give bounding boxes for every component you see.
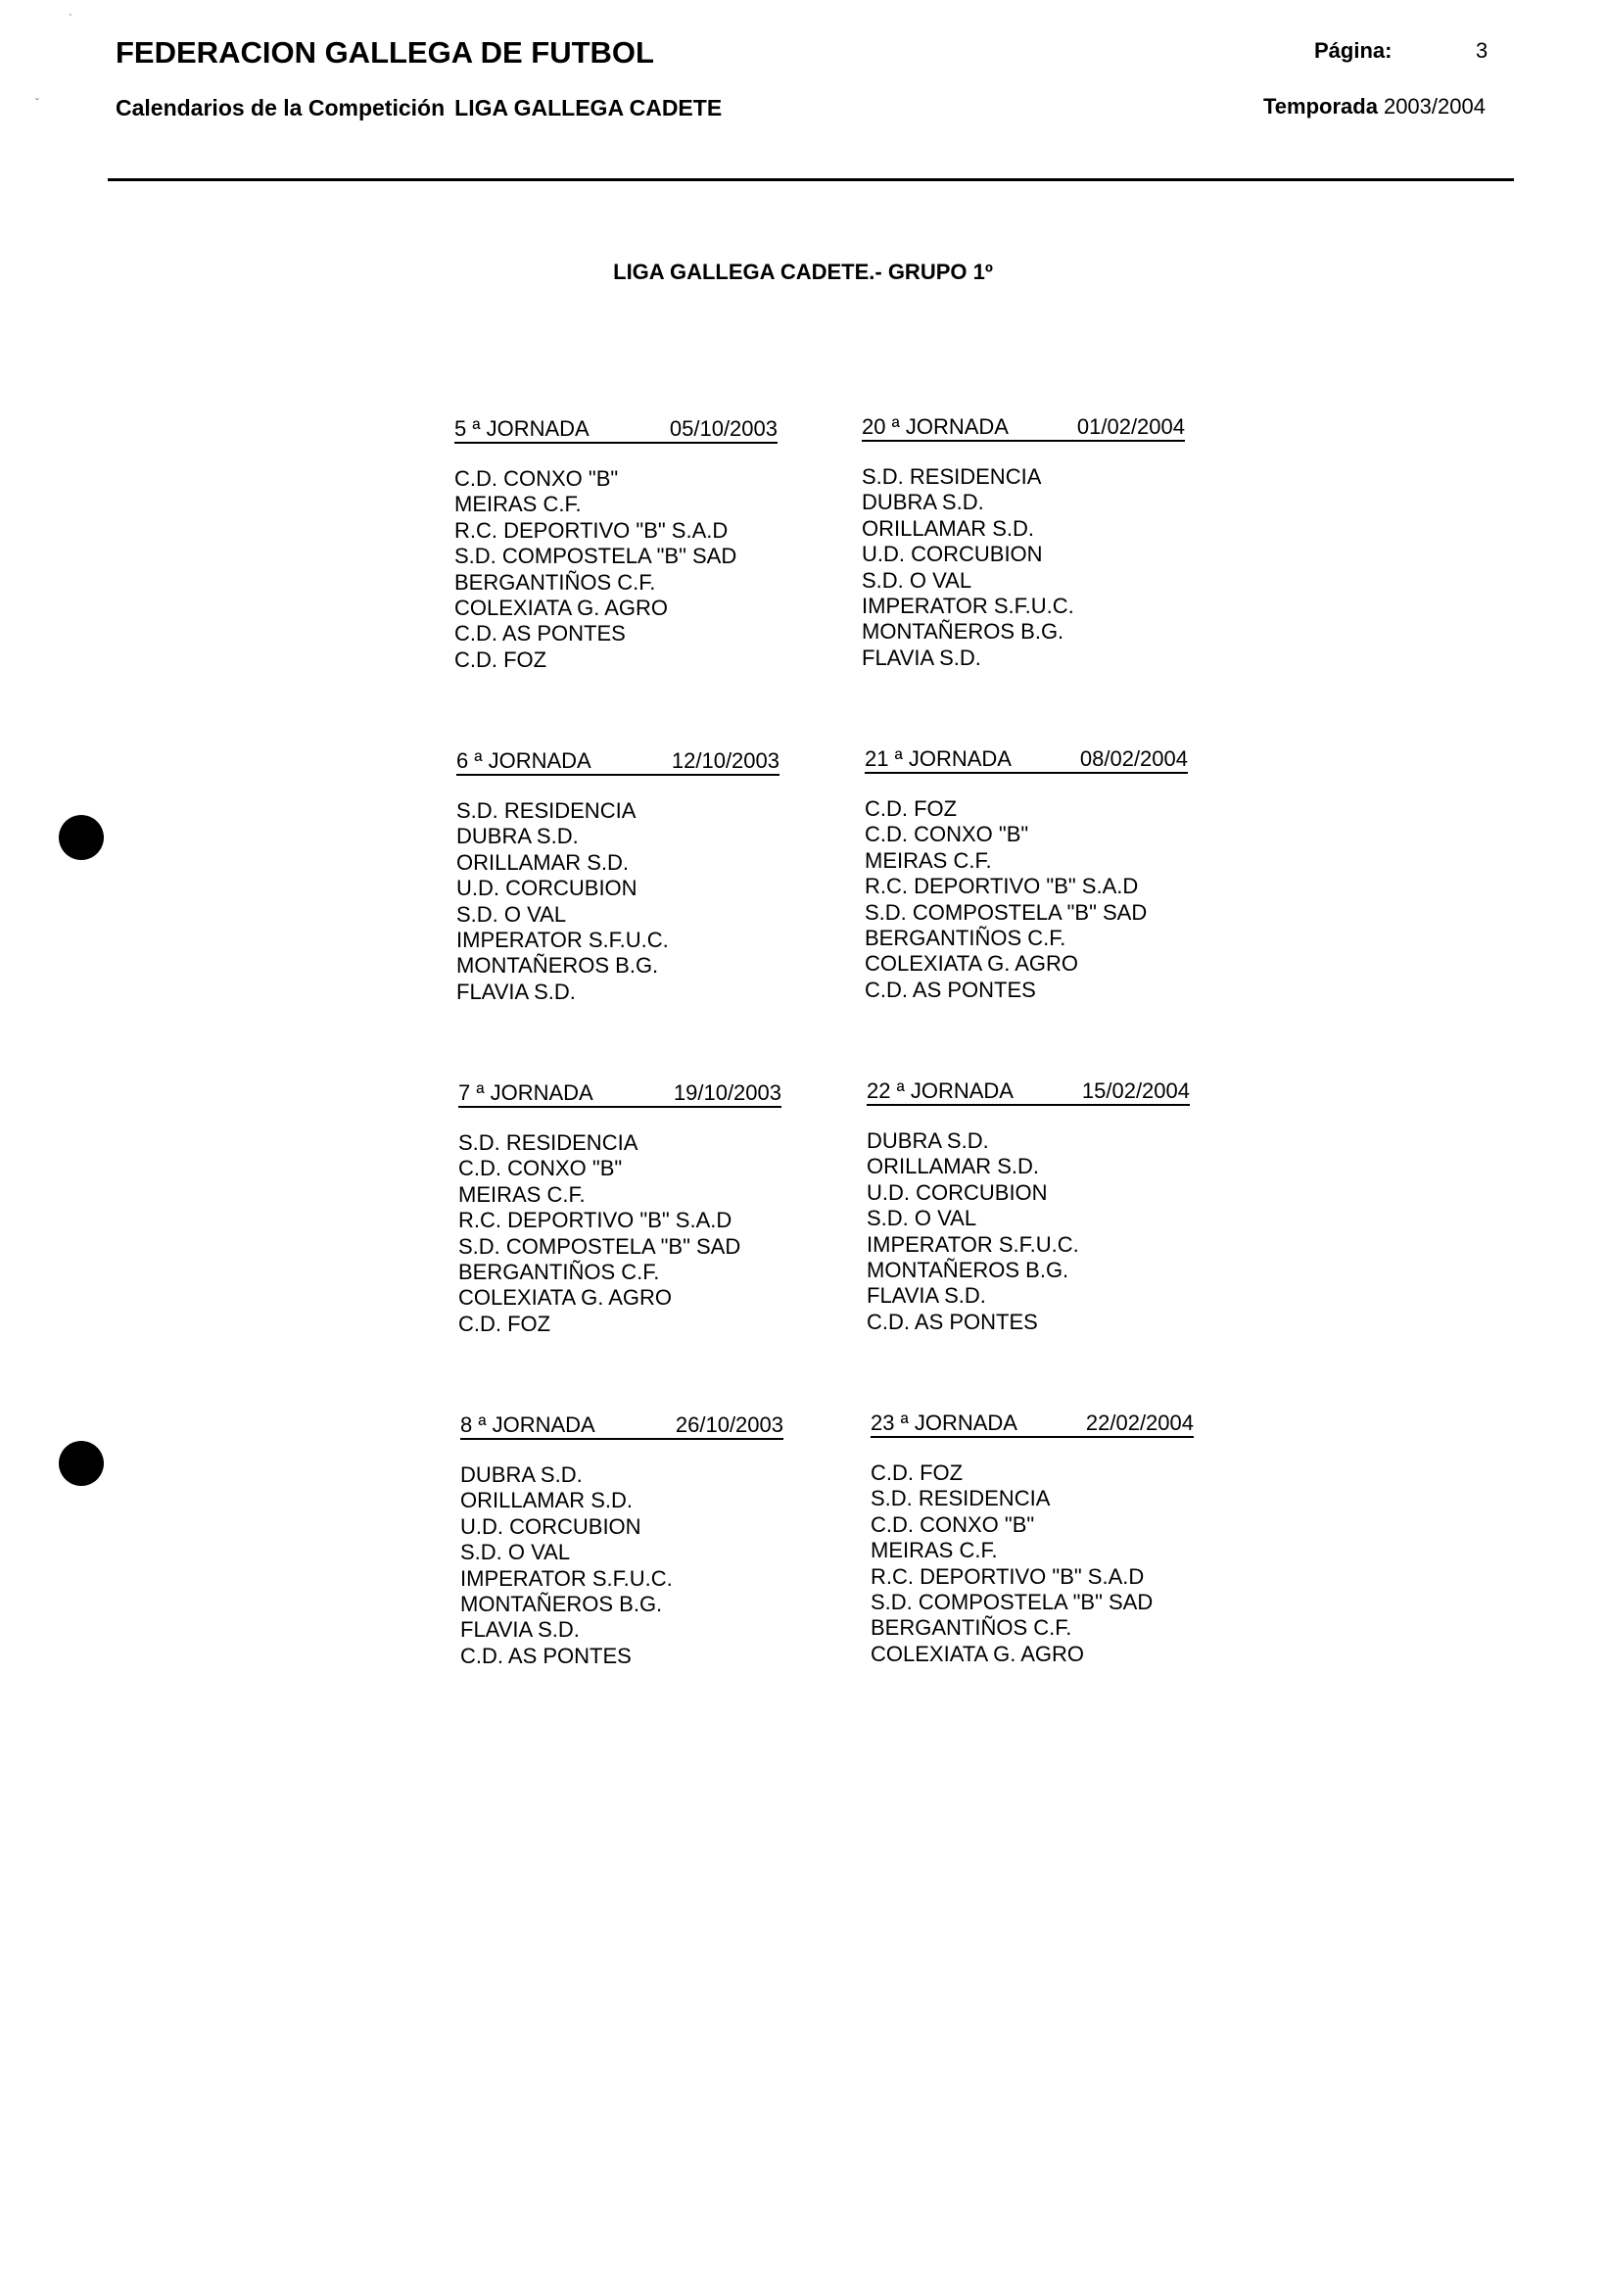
- scan-speck: ˇ: [35, 96, 39, 110]
- team-name: U.D. CORCUBION: [456, 876, 638, 901]
- jornada-block: [865, 747, 1188, 1003]
- season-label: Temporada: [1263, 94, 1378, 119]
- team-name: S.D. RESIDENCIA: [862, 464, 1042, 489]
- team-list: [871, 1460, 1194, 1667]
- team-name: C.D. CONXO "B": [865, 822, 1029, 847]
- jornada-label: 23 ª JORNADA: [871, 1411, 1017, 1435]
- team-name: S.D. O VAL: [862, 567, 972, 593]
- team-name: BERGANTIÑOS C.F.: [865, 926, 1066, 951]
- page-number: 3: [1476, 38, 1488, 63]
- subtitle-competition: LIGA GALLEGA CADETE: [454, 95, 723, 120]
- team-name: C.D. AS PONTES: [460, 1643, 632, 1668]
- team-list: [460, 1462, 783, 1669]
- team-name: S.D. COMPOSTELA "B" SAD: [865, 899, 1148, 925]
- subtitle-prefix: Calendarios de la Competición: [116, 95, 446, 120]
- jornada-label: 5 ª JORNADA: [454, 416, 590, 441]
- jornada-label: 22 ª JORNADA: [867, 1078, 1014, 1103]
- page-label: Página:: [1314, 38, 1393, 63]
- jornada-label: 21 ª JORNADA: [865, 746, 1012, 771]
- jornada-date: 15/02/2004: [1081, 1078, 1190, 1103]
- team-name: DUBRA S.D.: [460, 1462, 583, 1487]
- season-value: 2003/2004: [1383, 94, 1486, 119]
- jornada-block: [871, 1411, 1194, 1667]
- team-name: C.D. FOZ: [871, 1460, 964, 1485]
- jornada-heading: [454, 417, 778, 444]
- jornada-date: 01/02/2004: [1076, 414, 1185, 439]
- jornada-heading: [871, 1411, 1194, 1438]
- team-name: ORILLAMAR S.D.: [456, 849, 630, 875]
- team-name: R.C. DEPORTIVO "B" S.A.D: [454, 517, 729, 543]
- team-name: COLEXIATA G. AGRO: [458, 1285, 673, 1311]
- jornada-heading: [862, 415, 1185, 442]
- team-name: U.D. CORCUBION: [867, 1179, 1048, 1205]
- scan-speck: `: [69, 12, 72, 25]
- team-name: S.D. O VAL: [867, 1206, 977, 1231]
- jornada-date: 22/02/2004: [1085, 1411, 1194, 1435]
- team-name: DUBRA S.D.: [867, 1128, 989, 1153]
- team-name: C.D. FOZ: [454, 646, 547, 672]
- jornada-block: [456, 749, 779, 1005]
- team-name: S.D. RESIDENCIA: [458, 1130, 638, 1155]
- team-name: BERGANTIÑOS C.F.: [871, 1615, 1072, 1641]
- team-name: COLEXIATA G. AGRO: [454, 596, 669, 621]
- team-name: S.D. O VAL: [460, 1540, 571, 1565]
- jornada-date: 26/10/2003: [675, 1412, 783, 1437]
- team-list: [867, 1128, 1190, 1335]
- jornada-date: 19/10/2003: [673, 1080, 781, 1105]
- team-list: [862, 464, 1185, 671]
- team-name: COLEXIATA G. AGRO: [865, 951, 1079, 977]
- team-name: IMPERATOR S.F.U.C.: [460, 1565, 673, 1591]
- team-name: R.C. DEPORTIVO "B" S.A.D: [458, 1208, 732, 1233]
- jornada-label: 7 ª JORNADA: [458, 1080, 593, 1105]
- jornada-heading: [458, 1081, 781, 1108]
- jornada-block: [454, 417, 778, 673]
- team-name: DUBRA S.D.: [456, 824, 579, 849]
- team-name: MONTAÑEROS B.G.: [456, 953, 659, 979]
- team-name: U.D. CORCUBION: [460, 1513, 641, 1539]
- jornada-date: 05/10/2003: [669, 416, 778, 441]
- team-name: C.D. AS PONTES: [865, 977, 1036, 1002]
- team-name: ORILLAMAR S.D.: [862, 515, 1035, 541]
- team-name: DUBRA S.D.: [862, 490, 984, 515]
- jornada-label: 6 ª JORNADA: [456, 748, 591, 773]
- team-list: [458, 1130, 781, 1337]
- team-name: S.D. COMPOSTELA "B" SAD: [454, 544, 737, 569]
- season: [1263, 94, 1486, 120]
- team-name: MONTAÑEROS B.G.: [867, 1258, 1069, 1283]
- team-name: ORILLAMAR S.D.: [460, 1488, 634, 1513]
- jornada-date: 08/02/2004: [1079, 746, 1188, 771]
- team-name: MONTAÑEROS B.G.: [862, 619, 1064, 645]
- team-name: IMPERATOR S.F.U.C.: [867, 1231, 1079, 1257]
- jornada-date: 12/10/2003: [671, 748, 779, 773]
- team-name: MEIRAS C.F.: [871, 1538, 998, 1563]
- header-rule: [108, 178, 1514, 181]
- team-name: BERGANTIÑOS C.F.: [454, 569, 656, 595]
- jornada-heading: [867, 1079, 1190, 1106]
- jornada-label: 8 ª JORNADA: [460, 1412, 595, 1437]
- team-name: S.D. O VAL: [456, 901, 567, 927]
- team-name: S.D. RESIDENCIA: [456, 798, 637, 823]
- team-name: ORILLAMAR S.D.: [867, 1154, 1040, 1179]
- team-list: [456, 798, 779, 1005]
- team-name: FLAVIA S.D.: [862, 645, 981, 670]
- team-name: FLAVIA S.D.: [867, 1283, 986, 1309]
- team-name: IMPERATOR S.F.U.C.: [456, 928, 669, 953]
- team-list: [454, 466, 778, 673]
- team-name: U.D. CORCUBION: [862, 542, 1043, 567]
- team-name: FLAVIA S.D.: [460, 1617, 580, 1643]
- jornada-block: [862, 415, 1185, 671]
- team-name: R.C. DEPORTIVO "B" S.A.D: [871, 1563, 1145, 1589]
- team-name: MEIRAS C.F.: [865, 847, 992, 873]
- jornada-block: [460, 1413, 783, 1669]
- team-name: BERGANTIÑOS C.F.: [458, 1260, 660, 1285]
- team-name: C.D. FOZ: [865, 796, 958, 821]
- group-title: LIGA GALLEGA CADETE.- GRUPO 1º: [613, 260, 993, 284]
- team-name: MEIRAS C.F.: [454, 492, 582, 517]
- jornada-block: [458, 1081, 781, 1337]
- team-name: R.C. DEPORTIVO "B" S.A.D: [865, 874, 1139, 899]
- team-name: MEIRAS C.F.: [458, 1181, 586, 1207]
- team-name: S.D. RESIDENCIA: [871, 1486, 1051, 1511]
- team-name: MONTAÑEROS B.G.: [460, 1592, 663, 1617]
- team-name: C.D. CONXO "B": [871, 1511, 1035, 1537]
- jornada-block: [867, 1079, 1190, 1335]
- team-name: COLEXIATA G. AGRO: [871, 1641, 1085, 1666]
- team-name: C.D. AS PONTES: [454, 621, 626, 646]
- jornada-heading: [456, 749, 779, 776]
- team-name: C.D. AS PONTES: [867, 1309, 1038, 1334]
- team-name: C.D. CONXO "B": [454, 466, 619, 491]
- punch-hole: [59, 1441, 104, 1486]
- jornada-heading: [865, 747, 1188, 774]
- team-name: FLAVIA S.D.: [456, 979, 576, 1004]
- team-name: S.D. COMPOSTELA "B" SAD: [458, 1233, 741, 1259]
- team-name: C.D. FOZ: [458, 1311, 551, 1336]
- team-name: C.D. CONXO "B": [458, 1156, 623, 1181]
- competition-subtitle: [116, 95, 732, 121]
- team-name: IMPERATOR S.F.U.C.: [862, 594, 1074, 619]
- team-list: [865, 796, 1188, 1003]
- federation-title: FEDERACION GALLEGA DE FUTBOL: [116, 35, 654, 70]
- jornada-label: 20 ª JORNADA: [862, 414, 1009, 439]
- punch-hole: [59, 815, 104, 860]
- jornada-heading: [460, 1413, 783, 1440]
- team-name: S.D. COMPOSTELA "B" SAD: [871, 1590, 1154, 1615]
